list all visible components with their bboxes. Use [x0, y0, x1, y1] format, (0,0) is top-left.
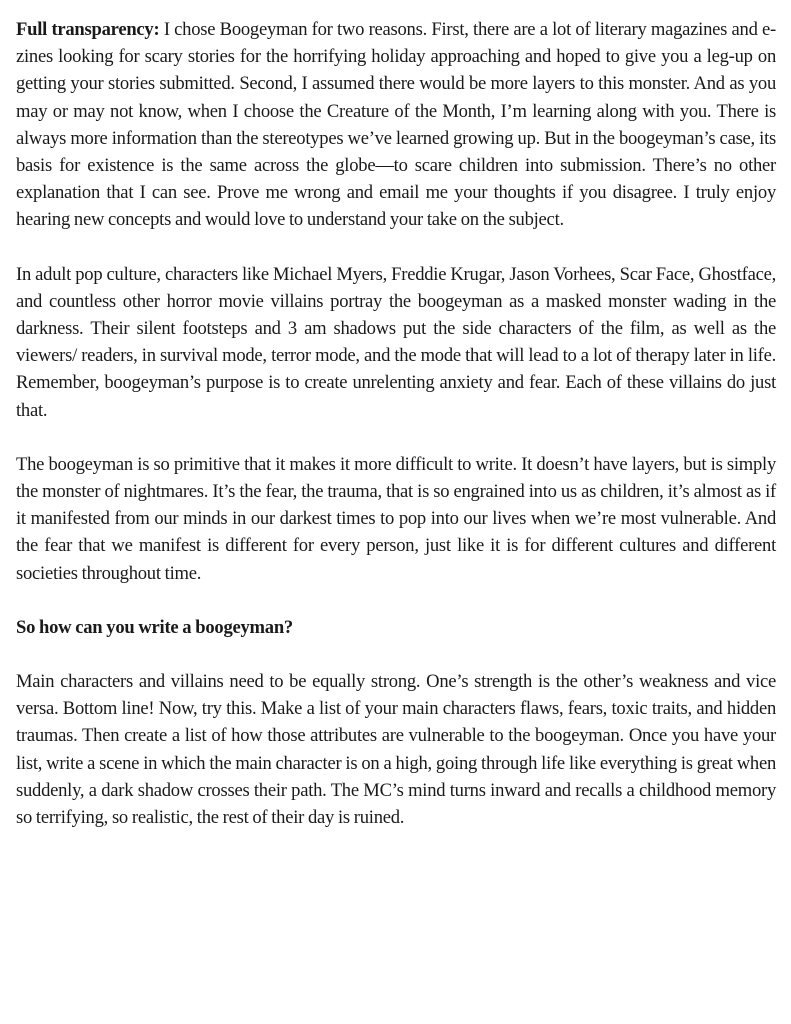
paragraph-text: I chose Boogeyman for two reasons. First, there are a lot of literary magazines and e-zines looking for scary stories for the horrifying holiday approaching and hoped to give you a leg-up on getting your stories submitted. Second, I assumed there would be more layers to this monster. And as you may or may not know, when I choose the Creature of the Month, I’m learning along with you. There is always more information than the stereotypes we’ve learned growing up. But in the boogeyman’s case, its basis for existence is the same across the globe—to scare children into submission. There’s no other explanation that I can see. Prove me wrong and email me your thoughts if you disagree. I truly enjoy hearing new concepts and would love to understand your take on the subject. — [16, 19, 776, 231]
paragraph-pop-culture: In adult pop culture, characters like Michael Myers, Freddie Krugar, Jason Vorhees, Scar Face, Ghostface, and countless other horror movie villains portray the boogeyman as a masked monster wading in the darkness. Their silent footsteps and 3 am shadows put the side characters of the film, as well as the viewers/ readers, in survival mode, terror mode, and the mode that will lead to a lot of therapy later in life. Remember, boogeyman’s purpose is to create unrelenting anxiety and fear. Each of these villains do just that. — [16, 263, 776, 421]
paragraph-primitive: The boogeyman is so primitive that it makes it more difficult to write. It doesn’t have layers, but is simply the monster of nightmares. It’s the fear, the trauma, that is so engrained into us as children, it’s almost as if it manifested from our minds in our darkest times to pop into our lives when we’re most vulnerable. And the fear that we manifest is different for every person, just like it is for different cultures and different societies throughout time. — [16, 453, 776, 584]
paragraph-full-transparency — [16, 16, 776, 234]
section-heading: So how can you write a boogeyman? — [16, 616, 293, 638]
paragraph-writing-tips: Main characters and villains need to be equally strong. One’s strength is the other’s weakness and vice versa. Bottom line! Now, try this. Make a list of your main characters flaws, fears, toxic traits, and hidden traumas. Then create a list of how those attributes are vulnerable to the boogeyman. Once you have your list, write a scene in which the main character is on a high, going through life like everything is great when suddenly, a dark shadow crosses their path. The MC’s mind turns inward and recalls a childhood memory so terrifying, so realistic, the rest of their day is ruined. — [16, 671, 776, 829]
article-body — [16, 16, 776, 858]
paragraph-lead-label: Full transparency: — [16, 19, 160, 40]
